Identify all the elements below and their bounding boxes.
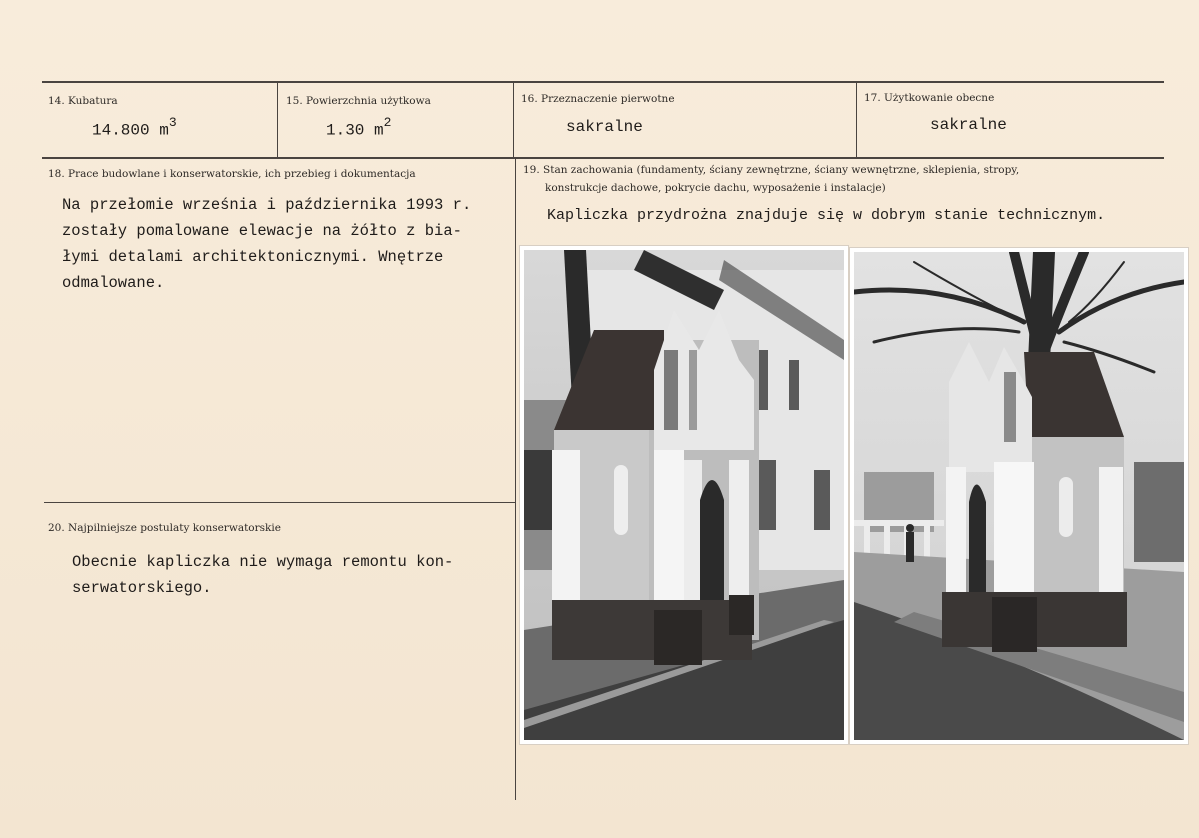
divider-16-17 xyxy=(856,83,857,157)
mid-rule xyxy=(42,157,1164,159)
field-16-value: sakralne xyxy=(566,118,643,136)
field-20-text: Obecnie kapliczka nie wymaga remontu kon- serwatorskiego. xyxy=(72,553,454,597)
field-20-label: 20. Najpilniejsze postulaty konserwatorskie xyxy=(48,522,281,534)
field-19-label-line1: 19. Stan zachowania (fundamenty, ściany zewnętrzne, ściany wewnętrzne, sklepienia, stropy, xyxy=(523,164,1020,176)
field-16-label: 16. Przeznaczenie pierwotne xyxy=(521,93,675,105)
field-15-unit-exponent: 2 xyxy=(383,115,392,130)
field-15-value xyxy=(326,117,391,139)
field-19-label-line2: konstrukcje dachowe, pokrycie dachu, wyposażenie i instalacje) xyxy=(545,182,886,194)
photo-chapel-front-left xyxy=(520,246,848,744)
field-19-text: Kapliczka przydrożna znajduje się w dobrym stanie technicznym. xyxy=(547,207,1106,224)
divider-14-15 xyxy=(277,83,278,157)
field-14-label: 14. Kubatura xyxy=(48,95,118,107)
top-rule xyxy=(42,81,1164,83)
field-15-number: 1.30 m xyxy=(326,121,384,140)
divider-15-16 xyxy=(513,83,514,157)
vertical-divider xyxy=(515,159,516,800)
field-14-unit-exponent: 3 xyxy=(168,115,177,130)
field-15-label: 15. Powierzchnia użytkowa xyxy=(286,95,431,107)
divider-18-20 xyxy=(44,502,515,503)
field-14-number: 14.800 m xyxy=(92,121,169,140)
field-18-text: Na przełomie września i października 1993 r. zostały pomalowane elewacje na żółto z bia- łymi detalami architektonicznymi. Wnętrze odmalowane. xyxy=(62,196,472,292)
field-14-value xyxy=(92,117,177,139)
field-17-value: sakralne xyxy=(930,116,1007,134)
field-18-label: 18. Prace budowlane i konserwatorskie, ich przebieg i dokumentacja xyxy=(48,168,416,180)
field-17-label: 17. Użytkowanie obecne xyxy=(864,92,995,104)
photo-chapel-side-right xyxy=(850,248,1188,744)
